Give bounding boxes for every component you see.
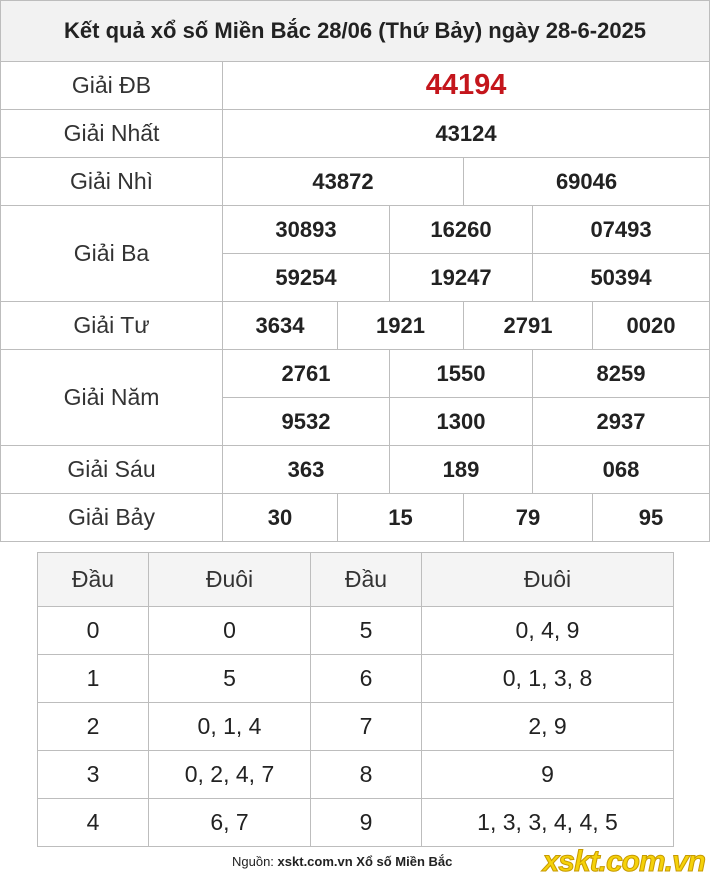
loto-row xyxy=(38,607,674,655)
loto-cell: 0, 1, 3, 8 xyxy=(422,655,674,703)
prize-row-nhi xyxy=(1,158,710,206)
prize-row-ba xyxy=(1,206,710,254)
prize-number: 07493 xyxy=(533,206,710,254)
loto-cell: 5 xyxy=(149,655,311,703)
loto-cell: 6 xyxy=(311,655,422,703)
prize-number-special: 44194 xyxy=(223,62,710,110)
prize-row-sau xyxy=(1,446,710,494)
prize-label: Giải Sáu xyxy=(1,446,223,494)
loto-cell: 1, 3, 3, 4, 4, 5 xyxy=(422,799,674,847)
loto-row xyxy=(38,703,674,751)
prize-number: 16260 xyxy=(390,206,533,254)
prize-row-nam xyxy=(1,350,710,398)
prize-number: 69046 xyxy=(464,158,710,206)
prize-number: 2791 xyxy=(464,302,593,350)
prize-number: 1921 xyxy=(338,302,464,350)
prize-number: 50394 xyxy=(533,254,710,302)
loto-cell: 3 xyxy=(38,751,149,799)
prize-label: Giải Năm xyxy=(1,350,223,446)
prize-number: 2937 xyxy=(533,398,710,446)
prize-number: 43124 xyxy=(223,110,710,158)
loto-cell: 7 xyxy=(311,703,422,751)
loto-row xyxy=(38,655,674,703)
prize-number: 95 xyxy=(593,494,710,542)
prize-label: Giải ĐB xyxy=(1,62,223,110)
loto-cell: 8 xyxy=(311,751,422,799)
loto-header: Đầu xyxy=(311,553,422,607)
prize-row-db xyxy=(1,62,710,110)
loto-row xyxy=(38,751,674,799)
prize-number: 363 xyxy=(223,446,390,494)
site-logo[interactable]: xskt.com.vn xyxy=(542,845,705,878)
loto-cell: 9 xyxy=(422,751,674,799)
loto-row xyxy=(38,799,674,847)
prize-number: 3634 xyxy=(223,302,338,350)
loto-cell: 6, 7 xyxy=(149,799,311,847)
prize-number: 2761 xyxy=(223,350,390,398)
loto-cell: 1 xyxy=(38,655,149,703)
prize-row-nhat xyxy=(1,110,710,158)
prize-row-bay xyxy=(1,494,710,542)
loto-cell: 0 xyxy=(38,607,149,655)
prize-number: 59254 xyxy=(223,254,390,302)
prize-label: Giải Bảy xyxy=(1,494,223,542)
loto-cell: 2 xyxy=(38,703,149,751)
prize-label: Giải Nhất xyxy=(1,110,223,158)
loto-cell: 0 xyxy=(149,607,311,655)
prize-label: Giải Tư xyxy=(1,302,223,350)
source-credit xyxy=(232,854,452,869)
loto-table xyxy=(37,552,674,847)
prize-label: Giải Nhì xyxy=(1,158,223,206)
prize-number: 15 xyxy=(338,494,464,542)
prize-number: 19247 xyxy=(390,254,533,302)
footer xyxy=(0,846,711,878)
prize-number: 8259 xyxy=(533,350,710,398)
prize-number: 189 xyxy=(390,446,533,494)
prize-number: 0020 xyxy=(593,302,710,350)
prize-number: 1300 xyxy=(390,398,533,446)
loto-cell: 9 xyxy=(311,799,422,847)
prize-number: 9532 xyxy=(223,398,390,446)
results-title: Kết quả xổ số Miền Bắc 28/06 (Thứ Bảy) ngày 28-6-2025 xyxy=(1,1,710,62)
prize-number: 068 xyxy=(533,446,710,494)
loto-cell: 2, 9 xyxy=(422,703,674,751)
prize-number: 43872 xyxy=(223,158,464,206)
source-site-link[interactable]: xskt.com.vn Xổ số Miền Bắc xyxy=(277,854,453,869)
loto-cell: 0, 1, 4 xyxy=(149,703,311,751)
prize-number: 79 xyxy=(464,494,593,542)
prize-label: Giải Ba xyxy=(1,206,223,302)
loto-header: Đuôi xyxy=(422,553,674,607)
loto-cell: 4 xyxy=(38,799,149,847)
prize-number: 1550 xyxy=(390,350,533,398)
prize-row-tu xyxy=(1,302,710,350)
loto-header: Đầu xyxy=(38,553,149,607)
source-label: Nguồn: xyxy=(232,854,274,869)
loto-header-row xyxy=(38,553,674,607)
loto-cell: 5 xyxy=(311,607,422,655)
prize-number: 30893 xyxy=(223,206,390,254)
prize-number: 30 xyxy=(223,494,338,542)
loto-cell: 0, 4, 9 xyxy=(422,607,674,655)
loto-cell: 0, 2, 4, 7 xyxy=(149,751,311,799)
loto-header: Đuôi xyxy=(149,553,311,607)
